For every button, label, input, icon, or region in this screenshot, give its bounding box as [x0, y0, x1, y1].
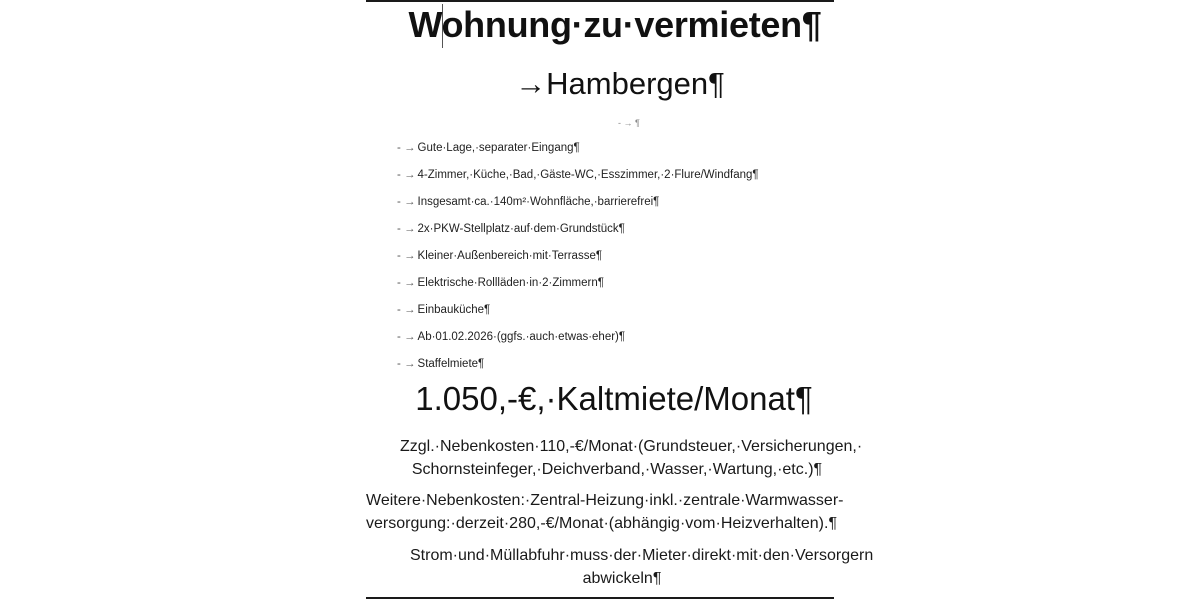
- feature-item[interactable]: - → Insgesamt·ca.·140m²·Wohnfläche,·barrierefrei¶: [397, 196, 660, 208]
- feature-list: [397, 140, 759, 383]
- feature-item[interactable]: - → Staffelmiete¶: [397, 358, 485, 370]
- bullet-arrow-icon: - →: [397, 250, 416, 262]
- feature-item[interactable]: - → 2x·PKW-Stellplatz·auf·dem·Grundstück¶: [397, 223, 625, 235]
- bullet-arrow-icon: - →: [397, 142, 416, 154]
- further-costs-paragraph[interactable]: Weitere·Nebenkosten:·Zentral-Heizung·inkl.·zentrale·Warmwasser- versorgung:·derzeit·280,-€/Monat·(abhängig·vom·Heizverhalten).¶: [366, 492, 844, 532]
- bullet-arrow-icon: - →: [397, 358, 416, 370]
- bullet-arrow-icon: - →: [397, 169, 416, 181]
- document-title[interactable]: Wohnung·zu·vermieten¶: [408, 4, 822, 45]
- feature-item[interactable]: - → 4-Zimmer,·Küche,·Bad,·Gäste-WC,·Esszimmer,·2·Flure/Windfang¶: [397, 169, 759, 181]
- additional-costs-paragraph[interactable]: Zzgl.·Nebenkosten·110,-€/Monat·(Grundsteuer,·Versicherungen,· Schornsteinfeger,·Deichverband,·Wasser,·Wartung,·etc.)¶: [400, 438, 863, 478]
- feature-item[interactable]: - → Gute·Lage,·separater·Eingang¶: [397, 142, 580, 154]
- bullet-arrow-icon: - →: [397, 223, 416, 235]
- bullet-arrow-icon: - →: [397, 304, 416, 316]
- empty-paragraph-mark: - → ¶: [618, 118, 640, 128]
- location-subtitle[interactable]: →Hambergen¶: [515, 66, 725, 101]
- feature-item[interactable]: - → Elektrische·Rollläden·in·2·Zimmern¶: [397, 277, 604, 289]
- bullet-arrow-icon: - →: [397, 196, 416, 208]
- feature-item[interactable]: - → Ab·01.02.2026·(ggfs.·auch·etwas·eher)¶: [397, 331, 626, 343]
- bullet-arrow-icon: - →: [397, 277, 416, 289]
- feature-item[interactable]: - → Einbauküche¶: [397, 304, 491, 316]
- page-top-border: [366, 0, 834, 2]
- feature-item[interactable]: - → Kleiner·Außenbereich·mit·Terrasse¶: [397, 250, 603, 262]
- page-bottom-border: [366, 597, 834, 599]
- utilities-note-paragraph[interactable]: Strom·und·Müllabfuhr·muss·der·Mieter·direkt·mit·den·Versorgern abwickeln¶: [410, 547, 874, 587]
- bullet-arrow-icon: - →: [397, 331, 416, 343]
- rent-price[interactable]: 1.050,-€,·Kaltmiete/Monat¶: [415, 380, 813, 417]
